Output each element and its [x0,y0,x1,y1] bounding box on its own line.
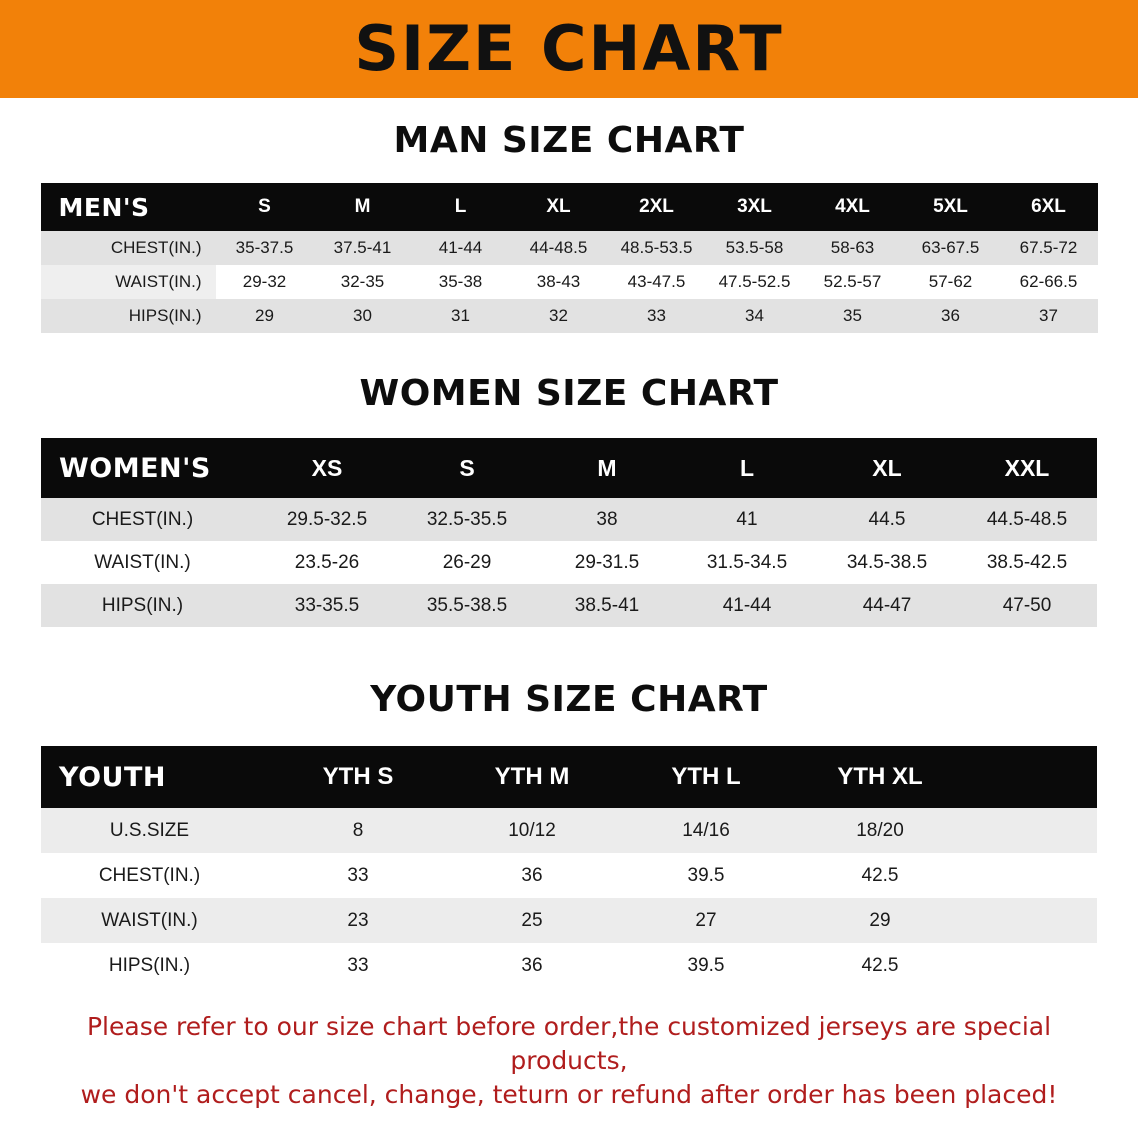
table-cell: 44.5-48.5 [986,508,1068,530]
column-header: M [354,196,371,217]
table-cell: 29-31.5 [574,551,640,573]
column-header: 4XL [835,196,870,217]
table-cell: 30 [353,306,372,325]
table-cell: 32 [549,306,568,325]
table-cell: 39.5 [687,864,725,886]
table-cell: 44-47 [862,594,912,616]
row-label: WAIST(IN.) [101,909,198,931]
table-cell: 35-38 [438,272,483,291]
row-label: HIPS(IN.) [108,954,191,976]
table-cell: 36 [521,864,543,886]
table-cell: 29 [255,306,274,325]
table-row [41,853,1097,898]
table-row [41,943,1097,988]
column-header: S [459,454,475,481]
table-row [41,231,1098,265]
column-header: 3XL [737,196,772,217]
column-header: YTH M [494,763,570,790]
table-cell-spacer [967,898,1097,943]
table-cell: 57-62 [928,272,973,291]
column-header: XL [872,454,902,481]
table-cell: 10/12 [508,819,556,841]
table-cell: 35-37.5 [235,238,294,257]
table-cell: 29 [869,909,891,931]
youth-section-heading: YOUTH SIZE CHART [370,679,768,720]
table-cell: 33 [347,954,369,976]
man-section-heading: MAN SIZE CHART [393,120,745,161]
column-header: YTH XL [837,763,923,790]
table-cell: 31.5-34.5 [706,551,788,573]
column-header: XXL [1004,454,1050,481]
table-cell: 27 [695,909,717,931]
table-cell: 38.5-41 [574,594,640,616]
table-row [41,265,1098,299]
table-cell: 47-50 [1002,594,1052,616]
table-cell: 44-48.5 [529,238,588,257]
column-header: MEN'S [58,192,150,222]
table-cell: 58-63 [830,238,875,257]
women-size-table [41,438,1097,627]
policy-note [41,1010,1097,1111]
row-label: HIPS(IN.) [41,299,216,333]
table-cell: 39.5 [687,954,725,976]
table-cell: 62-66.5 [1019,272,1078,291]
table-cell: 32.5-35.5 [426,508,508,530]
table-cell: 38.5-42.5 [986,551,1068,573]
table-cell: 34 [745,306,764,325]
table-cell: 44.5 [868,508,906,530]
column-header: YTH L [671,763,741,790]
table-cell: 36 [941,306,960,325]
table-cell: 33-35.5 [294,594,360,616]
row-label: CHEST(IN.) [91,508,194,530]
women-section-heading: WOMEN SIZE CHART [359,373,779,414]
table-cell-spacer [967,943,1097,988]
row-label: WAIST(IN.) [94,551,191,573]
table-cell: 37 [1039,306,1058,325]
table-cell: 34.5-38.5 [846,551,928,573]
table-cell: 36 [521,954,543,976]
table-cell: 29.5-32.5 [286,508,368,530]
column-header: XS [311,454,343,481]
column-header: L [739,454,755,481]
row-label: CHEST(IN.) [41,231,216,265]
man-size-table [41,183,1098,333]
table-cell: 29-32 [242,272,287,291]
youth-size-table [41,746,1097,988]
table-header-row [41,183,1098,231]
table-cell: 41 [736,508,758,530]
column-header: YTH S [322,763,394,790]
table-cell: 42.5 [861,864,899,886]
page-banner [0,0,1138,98]
table-cell: 38 [596,508,618,530]
table-header-row [41,438,1097,498]
table-cell: 23.5-26 [294,551,360,573]
policy-note-line-2: we don't accept cancel, change, teturn or refund after order has been placed! [80,1079,1058,1109]
table-cell: 48.5-53.5 [620,238,693,257]
table-row [41,299,1098,333]
table-cell: 14/16 [682,819,730,841]
column-header: 5XL [933,196,968,217]
table-cell: 63-67.5 [921,238,980,257]
page-title: SIZE CHART [354,12,784,85]
table-cell: 43-47.5 [627,272,686,291]
row-label: U.S.SIZE [109,819,190,841]
row-label: WAIST(IN.) [41,265,216,299]
column-header: YOUTH [59,761,166,793]
table-cell: 38-43 [536,272,581,291]
table-cell: 23 [347,909,369,931]
table-cell: 18/20 [856,819,904,841]
table-cell: 35.5-38.5 [426,594,508,616]
column-header: M [597,454,617,481]
table-cell: 41-44 [438,238,483,257]
table-cell: 35 [843,306,862,325]
column-header: 2XL [639,196,674,217]
table-cell: 53.5-58 [725,238,784,257]
column-header: S [258,196,271,217]
table-row [41,541,1097,584]
table-cell: 42.5 [861,954,899,976]
table-cell: 8 [352,819,364,841]
column-header: L [454,196,467,217]
table-row [41,584,1097,627]
column-header-spacer [967,746,1097,808]
table-cell: 32-35 [340,272,385,291]
table-row [41,498,1097,541]
table-cell: 31 [451,306,470,325]
table-header-row [41,746,1097,808]
row-label: CHEST(IN.) [98,864,201,886]
row-label: HIPS(IN.) [101,594,184,616]
column-header: XL [546,196,571,217]
table-cell: 52.5-57 [823,272,882,291]
column-header: 6XL [1031,196,1066,217]
table-cell-spacer [967,853,1097,898]
table-row [41,808,1097,853]
table-cell: 67.5-72 [1019,238,1078,257]
table-cell-spacer [967,808,1097,853]
table-cell: 33 [647,306,666,325]
table-cell: 37.5-41 [333,238,392,257]
policy-note-line-1: Please refer to our size chart before order,the customized jerseys are special products, [86,1012,1052,1075]
table-row [41,898,1097,943]
table-cell: 26-29 [442,551,492,573]
table-cell: 33 [347,864,369,886]
table-cell: 47.5-52.5 [718,272,791,291]
table-cell: 41-44 [722,594,772,616]
table-cell: 25 [521,909,543,931]
column-header: WOMEN'S [59,452,211,484]
